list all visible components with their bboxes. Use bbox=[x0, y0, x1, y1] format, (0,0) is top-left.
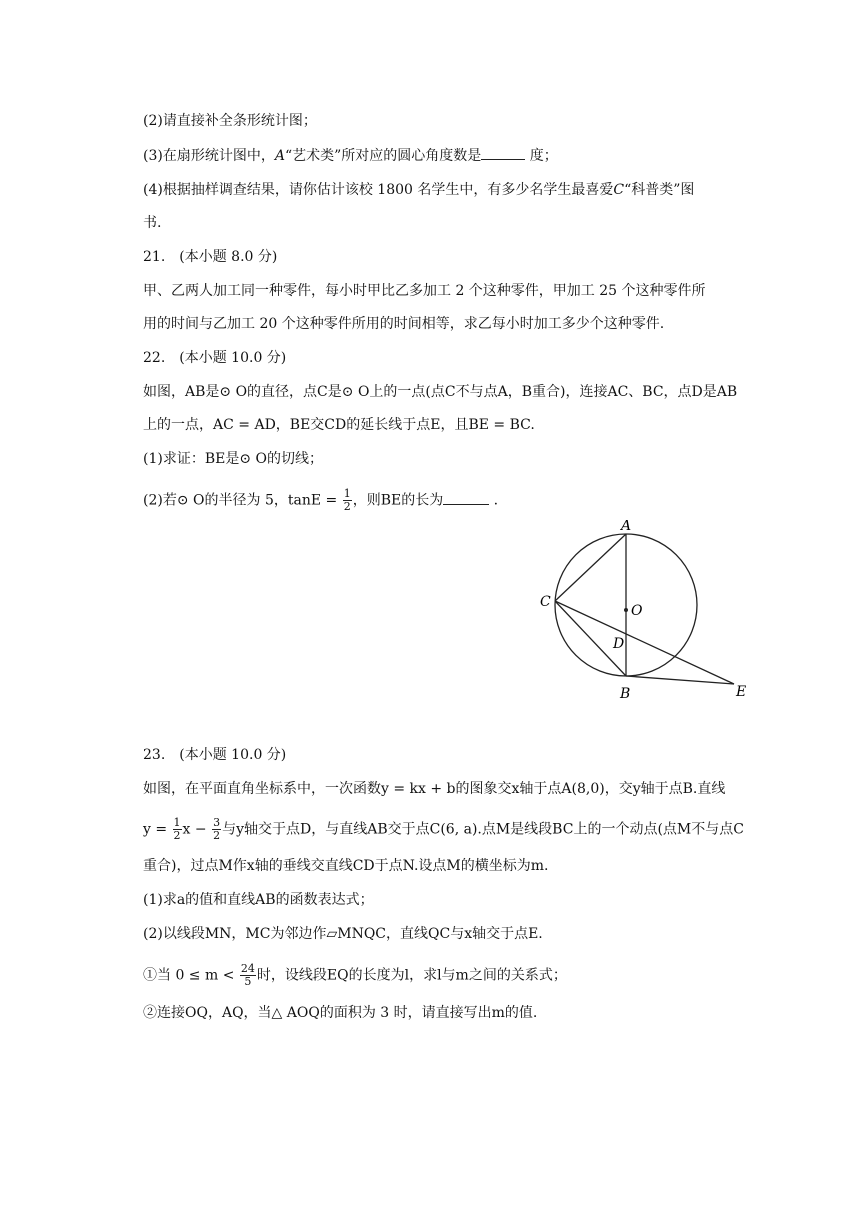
fraction bbox=[212, 817, 221, 842]
q20-part3-text-c: 度； bbox=[529, 148, 558, 164]
fraction-numerator: 3 bbox=[213, 816, 221, 829]
q20-part4-text-a: (4)根据抽样调查结果，请你估计该校 1800 名学生中，有多少名学生最喜爱 bbox=[143, 182, 614, 198]
q20-part3 bbox=[143, 145, 558, 166]
q21-heading: 21. (本小题 8.0 分) bbox=[143, 249, 278, 265]
q20-part4-text-b: “科普类”图 bbox=[624, 182, 695, 198]
q22-part2-text-a: (2)若⊙ O的半径为 5，tanE = bbox=[143, 492, 338, 509]
label-b: B bbox=[620, 686, 631, 702]
q23-line2-text-c: 与y轴交于点D，与直线AB交于点C(6, a).点M是线段BC上的一个动点(点M不与点C bbox=[222, 821, 744, 838]
q23-line2-text-b: x − bbox=[182, 821, 207, 838]
fraction-numerator: 1 bbox=[343, 487, 351, 500]
fraction bbox=[173, 817, 182, 842]
fraction bbox=[343, 488, 352, 513]
q23-line2 bbox=[143, 817, 744, 842]
q23-line2-text-a: y = bbox=[143, 821, 168, 838]
fraction-denominator: 2 bbox=[343, 500, 351, 513]
label-d: D bbox=[613, 636, 625, 652]
q23-line3: 重合)，过点M作x轴的垂线交直线CD于点N.设点M的横坐标为m. bbox=[143, 858, 549, 874]
q23-case1-text-b: 时，设线段EQ的长度为l，求l与m之间的关系式； bbox=[256, 967, 567, 984]
fraction bbox=[240, 963, 256, 988]
label-o: O bbox=[631, 603, 643, 619]
fraction-numerator: 24 bbox=[240, 962, 255, 975]
q20-part3-var: A bbox=[274, 148, 285, 164]
q22-line2: 上的一点，AC = AD，BE交CD的延长线于点E，且BE = BC. bbox=[143, 417, 535, 433]
q21-line1: 甲、乙两人加工同一种零件，每小时甲比乙多加工 2 个这种零件，甲加工 25 个这种零件所 bbox=[143, 283, 706, 299]
q22-part2-text-b: ，则BE的长为 bbox=[352, 492, 444, 509]
label-a: A bbox=[621, 520, 632, 534]
center-point bbox=[624, 608, 628, 612]
q23-case1-text-a: ①当 0 ≤ m < bbox=[143, 967, 235, 984]
q23-part1: (1)求a的值和直线AB的函数表达式； bbox=[143, 892, 374, 908]
fraction-numerator: 1 bbox=[173, 816, 181, 829]
q20-part3-text-a: (3)在扇形统计图中， bbox=[143, 148, 275, 164]
fraction-denominator: 2 bbox=[213, 829, 221, 842]
q22-line1: 如图，AB是⊙ O的直径，点C是⊙ O上的一点(点C不与点A，B重合)，连接AC、BC，点D是AB bbox=[143, 384, 738, 400]
q23-part2: (2)以线段MN，MC为邻边作▱MNQC，直线QC与x轴交于点E. bbox=[143, 926, 543, 942]
segment-ce bbox=[555, 601, 734, 684]
q23-heading: 23. (本小题 10.0 分) bbox=[143, 747, 287, 763]
label-e: E bbox=[736, 684, 747, 700]
answer-blank bbox=[443, 490, 489, 505]
q22-part2 bbox=[143, 488, 498, 513]
q21-line2: 用的时间与乙加工 20 个这种零件所用的时间相等，求乙每小时加工多少个这种零件. bbox=[143, 316, 665, 332]
q22-part2-text-c: . bbox=[493, 492, 499, 509]
fraction-denominator: 2 bbox=[173, 829, 181, 842]
q20-part2: (2)请直接补全条形统计图； bbox=[143, 113, 317, 129]
fraction-denominator: 5 bbox=[244, 975, 252, 988]
q23-case2: ②连接OQ，AQ，当△ AOQ的面积为 3 时，请直接写出m的值. bbox=[143, 1005, 538, 1021]
q23-case1 bbox=[143, 963, 567, 988]
q20-part3-text-b: “艺术类”所对应的圆心角度数是 bbox=[284, 148, 482, 164]
q22-part1: (1)求证：BE是⊙ O的切线； bbox=[143, 451, 323, 467]
circle-geometry-figure bbox=[530, 520, 760, 710]
q23-line1: 如图，在平面直角坐标系中，一次函数y = kx + b的图象交x轴于点A(8,0)，交y轴于点B.直线 bbox=[143, 781, 726, 797]
q22-heading: 22. (本小题 10.0 分) bbox=[143, 350, 287, 366]
answer-blank bbox=[481, 145, 525, 160]
q20-part4-var: C bbox=[613, 182, 625, 198]
q20-part4-cont: 书. bbox=[143, 215, 162, 231]
label-c: C bbox=[540, 594, 551, 610]
q20-part4 bbox=[143, 180, 694, 200]
